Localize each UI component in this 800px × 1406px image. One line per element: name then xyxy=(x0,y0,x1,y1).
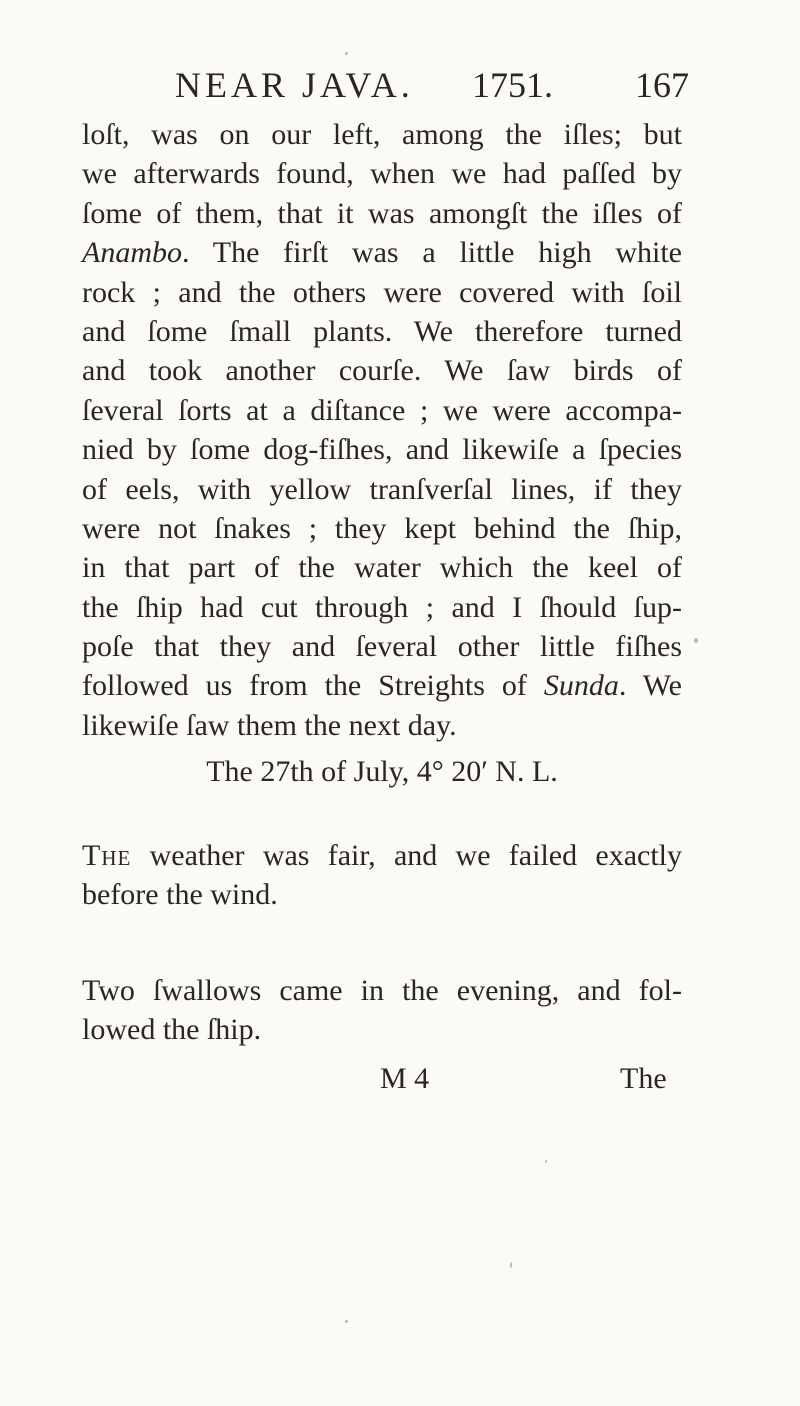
small-caps-lead: The xyxy=(82,839,132,872)
text-line: in that part of the water which the keel of xyxy=(82,551,682,585)
text-line: nied by ſome dog-fiſhes, and likewiſe a ſpecies xyxy=(82,433,682,467)
paper-speck xyxy=(545,1160,547,1163)
header-year: 1751. xyxy=(472,65,553,105)
text-line: ſome of them, that it was amongſt the iſles of xyxy=(82,196,682,230)
text-line: and took another courſe. We ſaw birds of xyxy=(82,354,682,388)
running-header xyxy=(175,64,715,108)
paper-speck xyxy=(510,1262,512,1268)
running-title: NEAR JAVA. xyxy=(175,65,414,105)
paragraph-2 xyxy=(82,836,682,915)
text-line: the ſhip had cut through ; and I ſhould ſup- xyxy=(82,590,682,624)
paragraph-1 xyxy=(82,115,682,745)
text-line xyxy=(82,836,682,875)
text-line: ſeveral ſorts at a diſtance ; we were accompa- xyxy=(82,393,682,427)
text-line: before the wind. xyxy=(82,878,278,912)
place-name-anambo: Anambo xyxy=(82,236,182,270)
paragraph-3 xyxy=(82,971,682,1050)
text-line: Two ſwallows came in the evening, and fol- xyxy=(82,974,682,1007)
text-line-rest: weather was fair, and we failed exactly xyxy=(131,839,682,872)
text-line: likewiſe ſaw them the next day. xyxy=(82,708,457,742)
paper-speck xyxy=(345,52,348,55)
text-line: were not ſnakes ; they kept behind the ſhip, xyxy=(82,511,682,545)
signature-mark: M 4 xyxy=(380,1062,430,1095)
text-line: poſe that they and ſeveral other little fiſhes xyxy=(82,630,682,664)
text-line: rock ; and the others were covered with ſoil xyxy=(82,275,682,309)
text-line: followed us from the Streights of Sunda. We xyxy=(82,669,682,703)
text-line: of eels, with yellow tranſverſal lines, if they xyxy=(82,472,682,506)
catchword: The xyxy=(620,1062,667,1095)
date-heading: The 27th of July, 4° 20′ N. L. xyxy=(206,755,558,788)
paper-speck xyxy=(345,1320,348,1323)
paper-speck xyxy=(694,638,698,643)
text-line: and ſome ſmall plants. We therefore turned xyxy=(82,314,682,348)
text-line: loſt, was on our left, among the iſles; but xyxy=(82,118,682,151)
place-name-sunda: Sunda xyxy=(543,669,619,703)
text-line: Anambo. The firſt was a little high white xyxy=(82,236,682,270)
page-number: 167 xyxy=(635,65,689,105)
text-line: lowed the ſhip. xyxy=(82,1013,262,1047)
text-line: we afterwards found, when we had paſſed by xyxy=(82,157,682,191)
